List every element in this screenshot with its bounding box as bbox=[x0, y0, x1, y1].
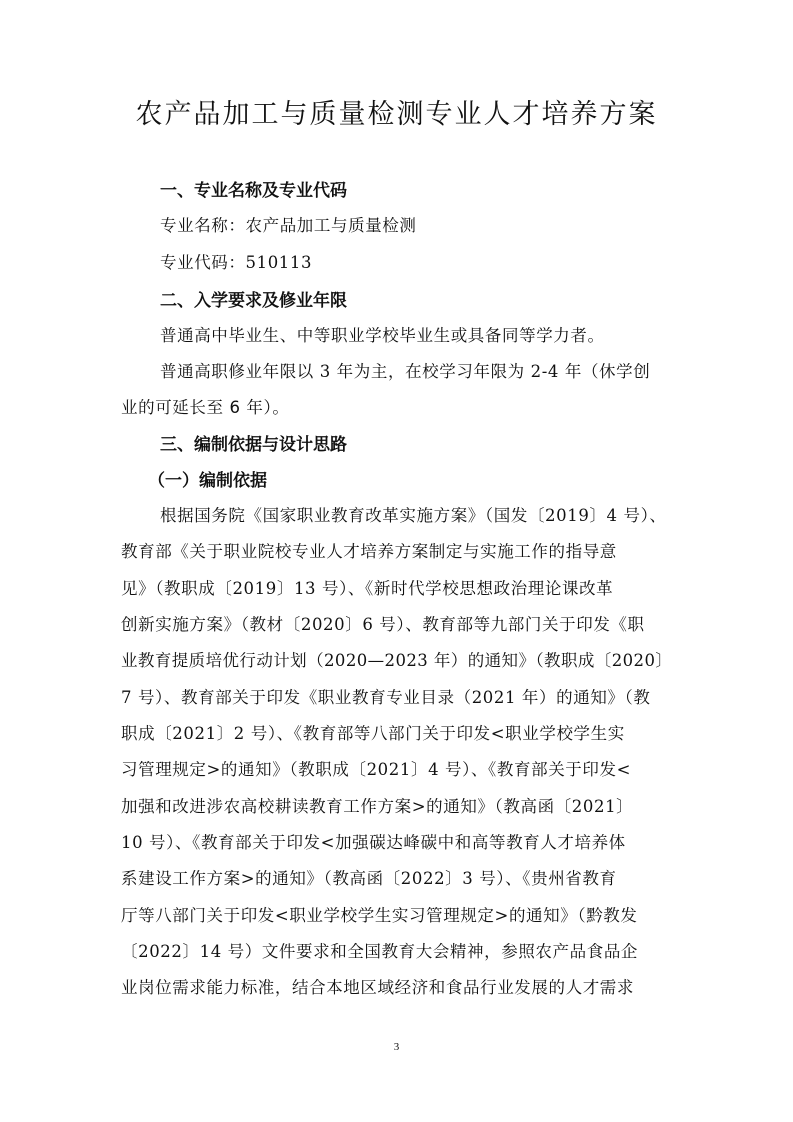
study-duration-line-cont: 业的可延长至 6 年）。 bbox=[121, 398, 290, 417]
document-title: 农产品加工与质量检测专业人才培养方案 bbox=[135, 99, 658, 130]
paragraph-line: 创新实施方案》（教材〔2020〕6 号）、教育部等九部门关于印发《职 bbox=[121, 615, 645, 634]
paragraph-line: 厅等八部门关于印发<职业学校学生实习管理规定>的通知》（黔教发 bbox=[121, 906, 638, 925]
paragraph-line: 业岗位需求能力标准，结合本地区域经济和食品行业发展的人才需求 bbox=[121, 978, 634, 997]
paragraph-line: 业教育提质培优行动计划（2020—2023 年）的通知》（教职成〔2020〕 bbox=[121, 651, 673, 670]
section-heading-1: 一、专业名称及专业代码 bbox=[160, 181, 347, 201]
paragraph-line: 系建设工作方案>的通知》（教高函〔2022〕3 号）、《贵州省教育 bbox=[121, 869, 617, 888]
subsection-heading-1: （一）编制依据 bbox=[148, 471, 267, 491]
paragraph-line: 10 号）、《教育部关于印发<加强碳达峰碳中和高等教育人才培养体 bbox=[121, 833, 626, 852]
paragraph-line: 7 号）、教育部关于印发《职业教育专业目录（2021 年）的通知》（教 bbox=[121, 688, 651, 707]
paragraph-line: 加强和改进涉农高校耕读教育工作方案>的通知》（教高函〔2021〕 bbox=[121, 797, 634, 816]
paragraph-line: 习管理规定>的通知》（教职成〔2021〕4 号）、《教育部关于印发< bbox=[121, 760, 632, 779]
major-code-line: 专业代码：510113 bbox=[160, 253, 313, 272]
paragraph-line: 见》（教职成〔2019〕13 号）、《新时代学校思想政治理论课改革 bbox=[121, 579, 614, 598]
section-heading-3: 三、编制依据与设计思路 bbox=[160, 435, 347, 455]
paragraph-line: 职成〔2021〕2 号）、《教育部等八部门关于印发<职业学校学生实 bbox=[121, 724, 625, 743]
admission-requirement-line: 普通高中毕业生、中等职业学校毕业生或具备同等学力者。 bbox=[160, 326, 605, 345]
paragraph-line: 教育部《关于职业院校专业人才培养方案制定与实施工作的指导意 bbox=[121, 542, 617, 561]
paragraph-line: 〔2022〕14 号）文件要求和全国教育大会精神，参照农产品食品企 bbox=[121, 942, 639, 961]
page-number: 3 bbox=[393, 1041, 400, 1053]
paragraph-line: 根据国务院《国家职业教育改革实施方案》（国发〔2019〕4 号）、 bbox=[160, 506, 667, 525]
major-name-line: 专业名称：农产品加工与质量检测 bbox=[160, 216, 417, 235]
section-heading-2: 二、入学要求及修业年限 bbox=[160, 291, 347, 311]
study-duration-line: 普通高职修业年限以 3 年为主，在校学习年限为 2-4 年（休学创 bbox=[160, 362, 651, 381]
